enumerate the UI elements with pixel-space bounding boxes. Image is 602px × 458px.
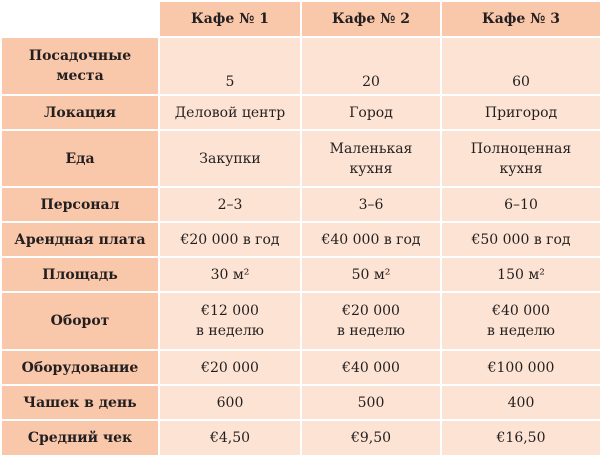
table-row: [2, 258, 600, 291]
table-cell-line: в неделю: [487, 323, 555, 339]
table-cell-line: 50 м²: [351, 266, 391, 283]
table-cell-line: €12 000: [201, 303, 259, 319]
table-cell: [160, 131, 300, 186]
row-header: [2, 131, 158, 186]
table-cell-line: в неделю: [196, 323, 264, 339]
row-header-line: Площадь: [42, 266, 118, 283]
table-cell-line: 30 м²: [210, 266, 250, 283]
table-row: [2, 131, 600, 186]
table-cell: [442, 96, 600, 129]
table-cell: [160, 38, 300, 94]
row-header-line: Еда: [65, 150, 95, 167]
table-cell-line: €40 000: [492, 303, 550, 319]
table-cell-line: €40 000: [342, 359, 400, 376]
row-header-line: Оборот: [50, 313, 110, 329]
table-cell-line: Деловой центр: [174, 104, 286, 121]
row-header: [2, 223, 158, 256]
table-cell: [160, 223, 300, 256]
row-header-line: Чашек в день: [23, 394, 137, 411]
column-header-cafe-2: Кафе № 2: [302, 2, 440, 36]
table-cell-line: 20: [362, 74, 380, 90]
table-row: [2, 223, 600, 256]
table-cell: [160, 96, 300, 129]
table-row: [2, 38, 600, 94]
row-header: [2, 293, 158, 349]
header-row: [2, 2, 600, 36]
table-cell: [442, 223, 600, 256]
row-header-line: Оборудование: [21, 359, 139, 376]
table-cell: [160, 293, 300, 349]
table-cell-line: 6–10: [504, 196, 538, 213]
table-cell-line: 3–6: [358, 196, 384, 213]
row-header: [2, 351, 158, 384]
corner-cell: [2, 2, 158, 36]
row-header-line: Арендная плата: [14, 231, 146, 248]
row-header: [2, 386, 158, 419]
table-cell: [442, 258, 600, 291]
table-cell: [442, 131, 600, 186]
row-header: [2, 258, 158, 291]
row-header-line: Посадочные: [28, 48, 132, 64]
table-cell-line: 500: [357, 394, 385, 411]
table-cell-line: Маленькая: [329, 140, 413, 157]
table-cell: [160, 386, 300, 419]
table-cell-line: 5: [225, 74, 235, 90]
table-cell: [302, 223, 440, 256]
table-cell: [442, 293, 600, 349]
table-cell-line: Полноценная: [470, 140, 572, 157]
table-row: [2, 421, 600, 455]
table-cell-line: 600: [216, 394, 244, 411]
table-cell: [442, 351, 600, 384]
table-cell-line: 150 м²: [497, 266, 545, 283]
row-header: [2, 421, 158, 455]
table-cell: [302, 351, 440, 384]
table-cell: [160, 351, 300, 384]
row-header-line: Локация: [44, 104, 116, 121]
table-cell-line: €9,50: [350, 430, 392, 446]
row-header-line: места: [56, 68, 104, 84]
table-cell-line: €50 000 в год: [471, 231, 571, 248]
table-cell-line: €40 000 в год: [321, 231, 421, 248]
row-header: [2, 96, 158, 129]
table-cell: [442, 421, 600, 455]
table-cell-line: €4,50: [209, 430, 251, 446]
table-cell: [160, 421, 300, 455]
column-header-cafe-1: Кафе № 1: [160, 2, 300, 36]
table-row: [2, 351, 600, 384]
table-cell: [302, 38, 440, 94]
table-cell: [442, 188, 600, 221]
table-cell-line: €20 000: [342, 303, 400, 319]
row-header-line: Персонал: [40, 196, 120, 213]
table-row: [2, 96, 600, 129]
table-cell: [160, 258, 300, 291]
table-cell-line: €20 000 в год: [180, 231, 280, 248]
table-row: [2, 386, 600, 419]
table-cell-line: €100 000: [487, 359, 555, 376]
table-cell-line: Пригород: [484, 104, 558, 121]
table-cell: [442, 38, 600, 94]
table-cell: [302, 386, 440, 419]
column-header-cafe-3: Кафе № 3: [442, 2, 600, 36]
table-cell: [302, 421, 440, 455]
table-cell-line: 2–3: [217, 196, 243, 213]
row-header: [2, 38, 158, 94]
table-cell-line: €20 000: [201, 359, 259, 376]
table-cell: [302, 188, 440, 221]
row-header-line: Средний чек: [27, 430, 133, 446]
table-cell: [160, 188, 300, 221]
table-cell-line: Город: [349, 104, 393, 121]
table-cell-line: в неделю: [337, 323, 405, 339]
table-cell: [442, 386, 600, 419]
table-body: [2, 38, 600, 455]
table-row: [2, 188, 600, 221]
table-cell: [302, 293, 440, 349]
table-cell-line: €16,50: [496, 430, 546, 446]
table-cell-line: кухня: [349, 160, 393, 177]
table-cell: [302, 131, 440, 186]
table-cell: [302, 258, 440, 291]
table-row: [2, 293, 600, 349]
table-cell-line: 60: [512, 74, 530, 90]
table-cell-line: кухня: [499, 160, 543, 177]
table-cell: [302, 96, 440, 129]
table-cell-line: Закупки: [199, 150, 261, 167]
row-header: [2, 188, 158, 221]
table-cell-line: 400: [507, 394, 535, 411]
